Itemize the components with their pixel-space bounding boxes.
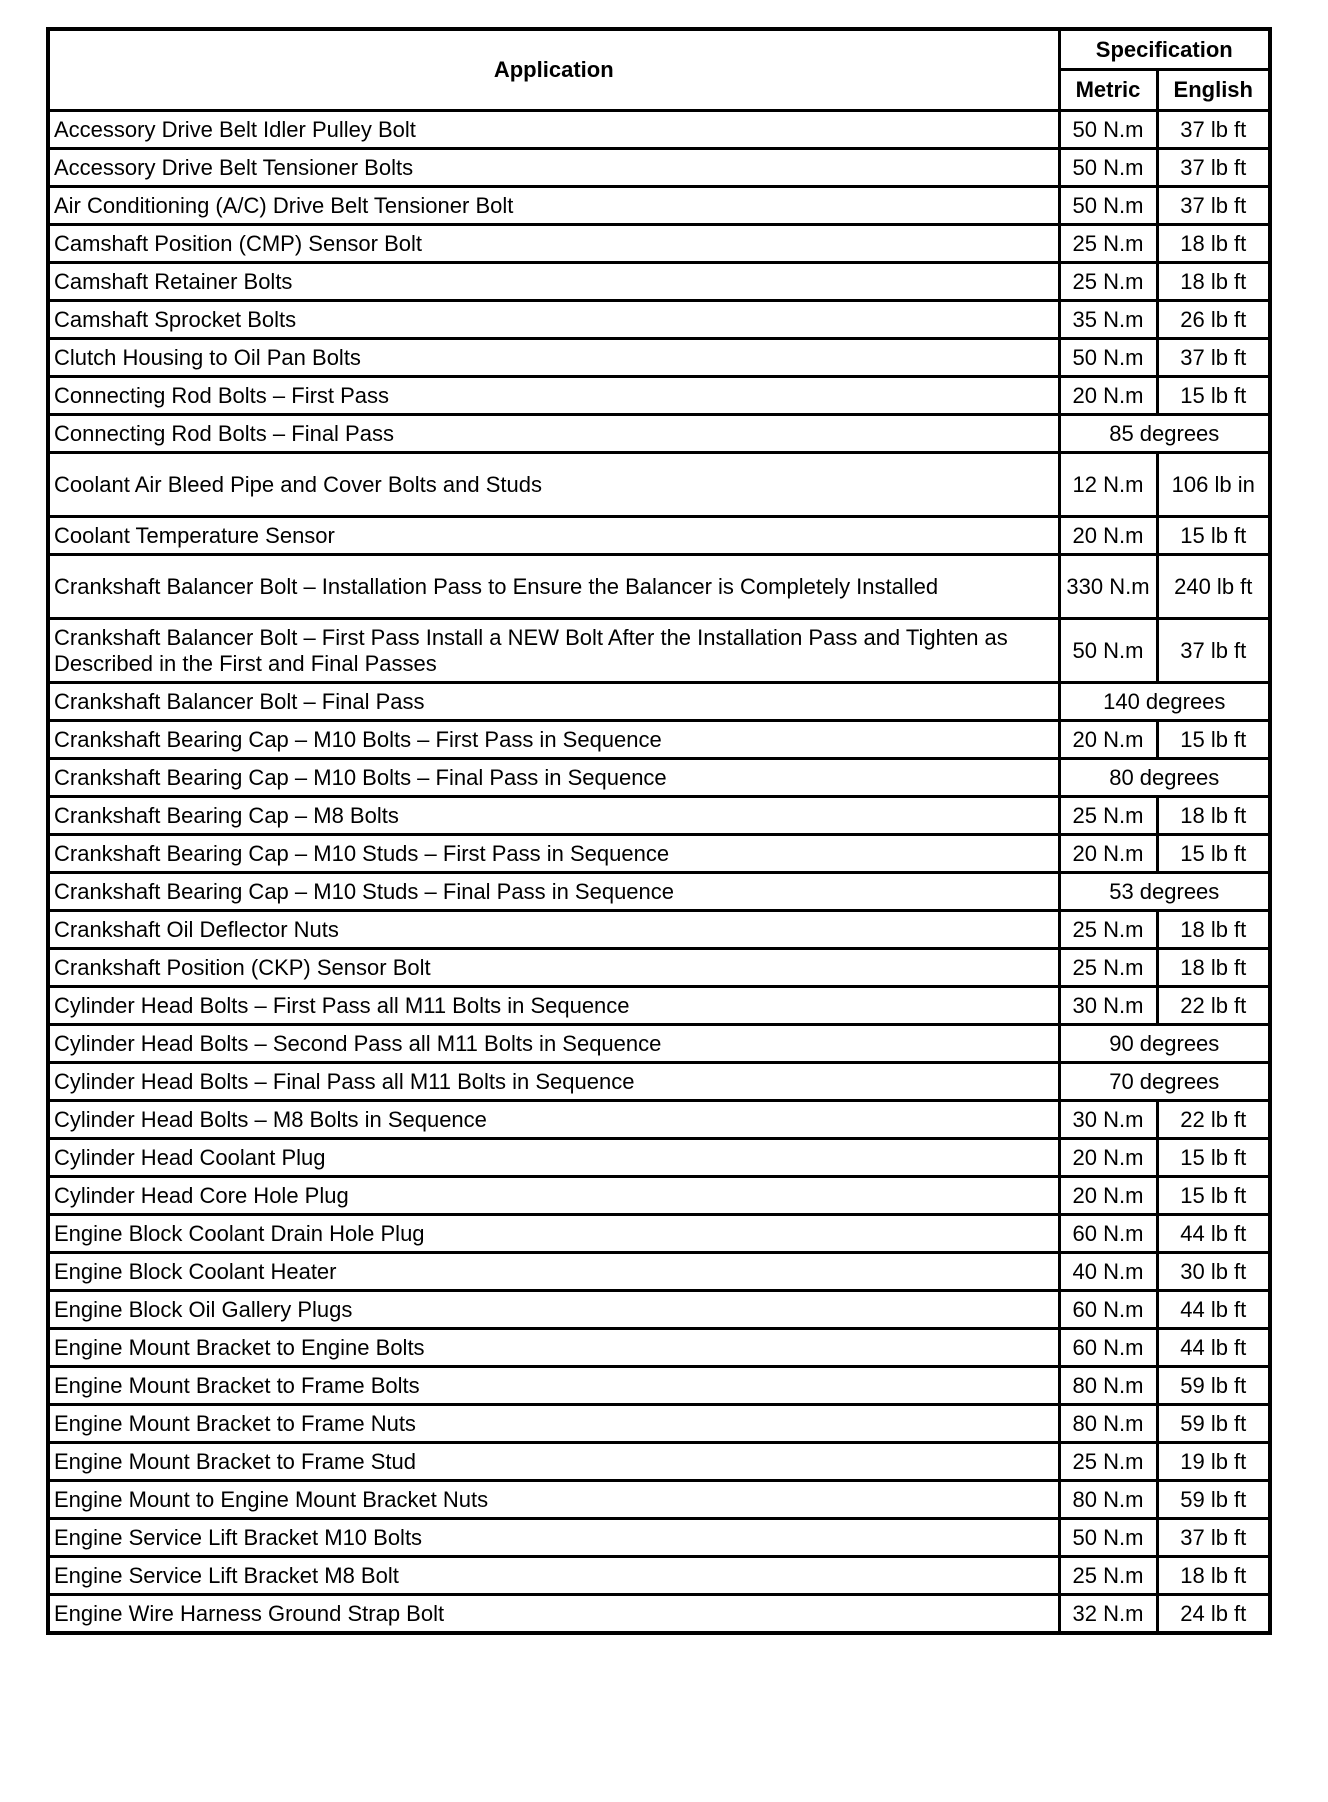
metric-cell: 25 N.m — [1059, 1443, 1157, 1481]
metric-cell: 50 N.m — [1059, 149, 1157, 187]
application-cell: Cylinder Head Coolant Plug — [48, 1139, 1059, 1177]
application-cell: Coolant Air Bleed Pipe and Cover Bolts and Studs — [48, 453, 1059, 517]
metric-cell: 40 N.m — [1059, 1253, 1157, 1291]
metric-cell: 80 N.m — [1059, 1405, 1157, 1443]
table-row — [48, 1405, 1270, 1443]
table-row — [48, 1101, 1270, 1139]
english-cell: 59 lb ft — [1157, 1405, 1270, 1443]
torque-spec-table — [46, 27, 1272, 1635]
metric-cell: 25 N.m — [1059, 949, 1157, 987]
application-cell: Coolant Temperature Sensor — [48, 517, 1059, 555]
english-cell: 37 lb ft — [1157, 149, 1270, 187]
metric-cell: 25 N.m — [1059, 911, 1157, 949]
metric-cell: 50 N.m — [1059, 339, 1157, 377]
table-row — [48, 1253, 1270, 1291]
metric-cell: 60 N.m — [1059, 1215, 1157, 1253]
metric-cell: 32 N.m — [1059, 1595, 1157, 1634]
metric-cell: 25 N.m — [1059, 1557, 1157, 1595]
english-cell: 37 lb ft — [1157, 619, 1270, 683]
application-cell: Crankshaft Bearing Cap – M10 Bolts – First Pass in Sequence — [48, 721, 1059, 759]
table-row — [48, 873, 1270, 911]
english-cell: 24 lb ft — [1157, 1595, 1270, 1634]
table-row — [48, 1291, 1270, 1329]
english-cell: 240 lb ft — [1157, 555, 1270, 619]
english-cell: 26 lb ft — [1157, 301, 1270, 339]
english-cell: 59 lb ft — [1157, 1367, 1270, 1405]
metric-cell: 30 N.m — [1059, 1101, 1157, 1139]
application-cell: Engine Mount Bracket to Frame Nuts — [48, 1405, 1059, 1443]
application-cell: Clutch Housing to Oil Pan Bolts — [48, 339, 1059, 377]
application-cell: Crankshaft Bearing Cap – M8 Bolts — [48, 797, 1059, 835]
table-row — [48, 555, 1270, 619]
metric-cell: 60 N.m — [1059, 1291, 1157, 1329]
application-cell: Engine Block Coolant Drain Hole Plug — [48, 1215, 1059, 1253]
english-cell: 15 lb ft — [1157, 1139, 1270, 1177]
application-cell: Camshaft Retainer Bolts — [48, 263, 1059, 301]
table-row — [48, 1519, 1270, 1557]
application-cell: Cylinder Head Bolts – Final Pass all M11 Bolts in Sequence — [48, 1063, 1059, 1101]
angle-spec-cell: 80 degrees — [1059, 759, 1270, 797]
metric-cell: 25 N.m — [1059, 797, 1157, 835]
metric-cell: 50 N.m — [1059, 187, 1157, 225]
table-row — [48, 301, 1270, 339]
application-cell: Crankshaft Oil Deflector Nuts — [48, 911, 1059, 949]
table-row — [48, 339, 1270, 377]
application-cell: Connecting Rod Bolts – First Pass — [48, 377, 1059, 415]
application-cell: Crankshaft Balancer Bolt – Installation Pass to Ensure the Balancer is Completely Installed — [48, 555, 1059, 619]
english-cell: 18 lb ft — [1157, 949, 1270, 987]
english-cell: 19 lb ft — [1157, 1443, 1270, 1481]
english-cell: 37 lb ft — [1157, 187, 1270, 225]
application-cell: Crankshaft Bearing Cap – M10 Studs – First Pass in Sequence — [48, 835, 1059, 873]
metric-cell: 50 N.m — [1059, 1519, 1157, 1557]
table-row — [48, 453, 1270, 517]
metric-cell: 20 N.m — [1059, 377, 1157, 415]
application-cell: Engine Wire Harness Ground Strap Bolt — [48, 1595, 1059, 1634]
english-cell: 59 lb ft — [1157, 1481, 1270, 1519]
angle-spec-cell: 85 degrees — [1059, 415, 1270, 453]
application-cell: Engine Service Lift Bracket M8 Bolt — [48, 1557, 1059, 1595]
english-cell: 37 lb ft — [1157, 111, 1270, 149]
english-cell: 44 lb ft — [1157, 1215, 1270, 1253]
english-cell: 15 lb ft — [1157, 1177, 1270, 1215]
application-cell: Engine Mount to Engine Mount Bracket Nuts — [48, 1481, 1059, 1519]
application-cell: Crankshaft Position (CKP) Sensor Bolt — [48, 949, 1059, 987]
metric-header: Metric — [1059, 70, 1157, 111]
header-row — [48, 29, 1270, 70]
table-row — [48, 263, 1270, 301]
english-cell: 37 lb ft — [1157, 1519, 1270, 1557]
specification-header: Specification — [1059, 29, 1270, 70]
table-row — [48, 1025, 1270, 1063]
application-cell: Crankshaft Bearing Cap – M10 Bolts – Final Pass in Sequence — [48, 759, 1059, 797]
table-row — [48, 1063, 1270, 1101]
english-cell: 18 lb ft — [1157, 263, 1270, 301]
application-cell: Engine Mount Bracket to Engine Bolts — [48, 1329, 1059, 1367]
metric-cell: 50 N.m — [1059, 111, 1157, 149]
application-cell: Crankshaft Balancer Bolt – First Pass Install a NEW Bolt After the Installation Pass and Tighten as Described in the First and Final Passes — [48, 619, 1059, 683]
metric-cell: 80 N.m — [1059, 1481, 1157, 1519]
english-cell: 30 lb ft — [1157, 1253, 1270, 1291]
metric-cell: 20 N.m — [1059, 721, 1157, 759]
table-row — [48, 683, 1270, 721]
table-row — [48, 911, 1270, 949]
application-cell: Accessory Drive Belt Idler Pulley Bolt — [48, 111, 1059, 149]
metric-cell: 25 N.m — [1059, 263, 1157, 301]
table-row — [48, 1443, 1270, 1481]
application-cell: Cylinder Head Bolts – Second Pass all M11 Bolts in Sequence — [48, 1025, 1059, 1063]
metric-cell: 35 N.m — [1059, 301, 1157, 339]
angle-spec-cell: 70 degrees — [1059, 1063, 1270, 1101]
metric-cell: 60 N.m — [1059, 1329, 1157, 1367]
english-cell: 15 lb ft — [1157, 721, 1270, 759]
angle-spec-cell: 140 degrees — [1059, 683, 1270, 721]
english-cell: 18 lb ft — [1157, 1557, 1270, 1595]
metric-cell: 12 N.m — [1059, 453, 1157, 517]
application-header: Application — [48, 29, 1059, 111]
table-row — [48, 517, 1270, 555]
angle-spec-cell: 53 degrees — [1059, 873, 1270, 911]
english-cell: 44 lb ft — [1157, 1329, 1270, 1367]
english-cell: 44 lb ft — [1157, 1291, 1270, 1329]
table-row — [48, 1557, 1270, 1595]
metric-cell: 50 N.m — [1059, 619, 1157, 683]
application-cell: Engine Mount Bracket to Frame Bolts — [48, 1367, 1059, 1405]
table-row — [48, 111, 1270, 149]
metric-cell: 30 N.m — [1059, 987, 1157, 1025]
metric-cell: 330 N.m — [1059, 555, 1157, 619]
english-cell: 18 lb ft — [1157, 225, 1270, 263]
application-cell: Crankshaft Balancer Bolt – Final Pass — [48, 683, 1059, 721]
table-row — [48, 949, 1270, 987]
application-cell: Accessory Drive Belt Tensioner Bolts — [48, 149, 1059, 187]
application-cell: Air Conditioning (A/C) Drive Belt Tensioner Bolt — [48, 187, 1059, 225]
table-row — [48, 149, 1270, 187]
table-row — [48, 1177, 1270, 1215]
table-row — [48, 759, 1270, 797]
english-cell: 18 lb ft — [1157, 797, 1270, 835]
metric-cell: 80 N.m — [1059, 1367, 1157, 1405]
english-cell: 15 lb ft — [1157, 377, 1270, 415]
english-cell: 18 lb ft — [1157, 911, 1270, 949]
table-row — [48, 377, 1270, 415]
application-cell: Cylinder Head Core Hole Plug — [48, 1177, 1059, 1215]
table-row — [48, 1481, 1270, 1519]
table-row — [48, 187, 1270, 225]
application-cell: Camshaft Sprocket Bolts — [48, 301, 1059, 339]
application-cell: Engine Block Coolant Heater — [48, 1253, 1059, 1291]
angle-spec-cell: 90 degrees — [1059, 1025, 1270, 1063]
table-row — [48, 721, 1270, 759]
english-header: English — [1157, 70, 1270, 111]
table-row — [48, 1139, 1270, 1177]
table-row — [48, 619, 1270, 683]
table-row — [48, 987, 1270, 1025]
metric-cell: 20 N.m — [1059, 1139, 1157, 1177]
table-row — [48, 835, 1270, 873]
english-cell: 106 lb in — [1157, 453, 1270, 517]
application-cell: Engine Block Oil Gallery Plugs — [48, 1291, 1059, 1329]
application-cell: Camshaft Position (CMP) Sensor Bolt — [48, 225, 1059, 263]
english-cell: 22 lb ft — [1157, 987, 1270, 1025]
table-row — [48, 225, 1270, 263]
application-cell: Connecting Rod Bolts – Final Pass — [48, 415, 1059, 453]
english-cell: 22 lb ft — [1157, 1101, 1270, 1139]
metric-cell: 25 N.m — [1059, 225, 1157, 263]
application-cell: Cylinder Head Bolts – First Pass all M11 Bolts in Sequence — [48, 987, 1059, 1025]
table-row — [48, 1367, 1270, 1405]
application-cell: Cylinder Head Bolts – M8 Bolts in Sequence — [48, 1101, 1059, 1139]
application-cell: Engine Service Lift Bracket M10 Bolts — [48, 1519, 1059, 1557]
english-cell: 15 lb ft — [1157, 517, 1270, 555]
table-row — [48, 1215, 1270, 1253]
application-cell: Engine Mount Bracket to Frame Stud — [48, 1443, 1059, 1481]
metric-cell: 20 N.m — [1059, 1177, 1157, 1215]
english-cell: 15 lb ft — [1157, 835, 1270, 873]
table-row — [48, 1595, 1270, 1634]
application-cell: Crankshaft Bearing Cap – M10 Studs – Final Pass in Sequence — [48, 873, 1059, 911]
table-row — [48, 1329, 1270, 1367]
metric-cell: 20 N.m — [1059, 835, 1157, 873]
english-cell: 37 lb ft — [1157, 339, 1270, 377]
table-row — [48, 797, 1270, 835]
table-row — [48, 415, 1270, 453]
metric-cell: 20 N.m — [1059, 517, 1157, 555]
